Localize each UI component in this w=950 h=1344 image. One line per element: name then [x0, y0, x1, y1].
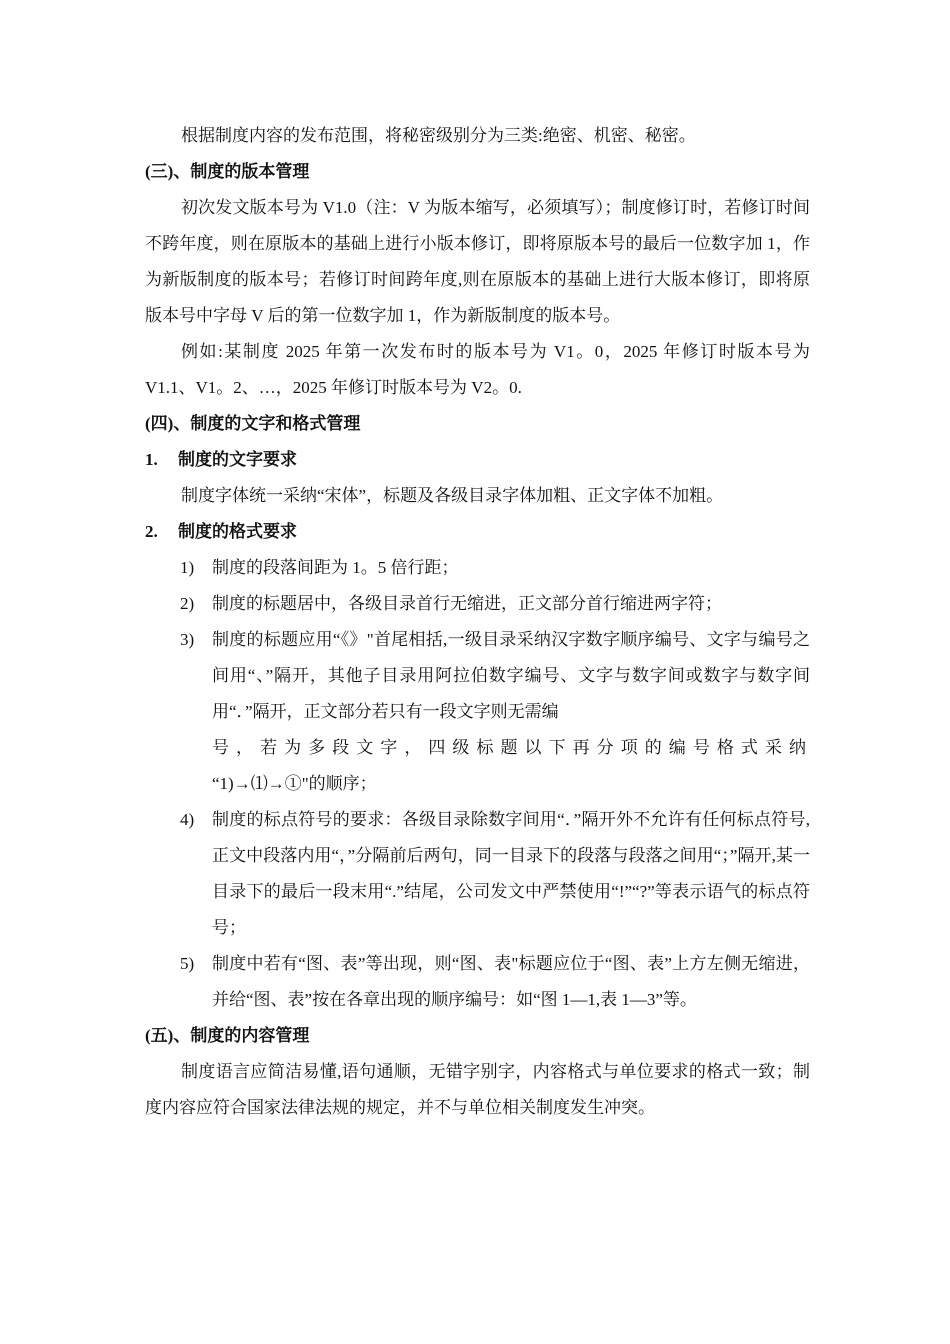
- font-requirement-paragraph: 制度字体统一采纳“宋体”，标题及各级目录字体加粗、正文字体不加粗。: [181, 486, 724, 505]
- list-item-number: 2): [180, 594, 195, 613]
- list-item-text-spread-line: 号，若为多段文字，四级标题以下再分项的编号格式采纳: [212, 738, 810, 757]
- list-item-text-last-line: “1)→⑴→①"的顺序；: [212, 774, 377, 793]
- subsection-title: 制度的格式要求: [178, 522, 297, 541]
- version-example-paragraph: 例如:某制度 2025 年第一次发布时的版本号为 V1。0，2025 年修订时版本号为 V1.1、V1。2、…，2025 年修订时版本号为 V2。0.: [145, 342, 810, 397]
- subsection-format-requirements: [145, 514, 810, 550]
- subsection-title: 制度的文字要求: [178, 450, 297, 469]
- list-item: [145, 802, 810, 946]
- list-item-text: 制度的标题应用“《》"首尾相括,一级目录采纳汉字数字顺序编号、文字与编号之间用“、”隔开，其他子目录用阿拉伯数字编号、文字与数字间或数字与数字间用“．”隔开，正文部分若只有一段文字则无需编: [212, 630, 810, 721]
- section-5-heading: (五)、制度的内容管理: [145, 1026, 310, 1045]
- list-item-text: 制度的标点符号的要求：各级目录除数字间用“．”隔开外不允许有任何标点符号,正文中段落内用“，”分隔前后两句，同一目录下的段落与段落之间用“；”隔开,某一目录下的最后一段末用“.”结尾，公司发文中严禁使用“!”“?”等表示语气的标点符号；: [212, 810, 810, 937]
- subsection-text-requirements: [145, 442, 810, 478]
- list-item: [145, 550, 810, 586]
- list-item-text: 制度的标题居中，各级目录首行无缩进，正文部分首行缩进两字符；: [212, 594, 722, 613]
- version-rules-paragraph: 初次发文版本号为 V1.0（注：V 为版本缩写，必须填写）；制度修订时，若修订时间不跨年度，则在原版本的基础上进行小版本修订，即将原版本号的最后一位数字加 1，作为新版制度的版本号；若修订时间跨年度,则在原版本的基础上进行大版本修订，即将原版本号中字母 V 后的第一位数字加 1，作为新版制度的版本号。: [145, 198, 810, 325]
- document-body: [145, 118, 810, 1126]
- list-item-number: 1): [180, 558, 195, 577]
- subsection-number: 1.: [145, 450, 158, 469]
- secret-level-paragraph: 根据制度内容的发布范围，将秘密级别分为三类:绝密、机密、秘密。: [181, 126, 696, 145]
- section-4-heading: (四)、制度的文字和格式管理: [145, 414, 361, 433]
- list-item-number: 3): [180, 630, 195, 649]
- subsection-number: 2.: [145, 522, 158, 541]
- list-item: [145, 946, 810, 1018]
- list-item: [145, 622, 810, 802]
- section-3-heading: (三)、制度的版本管理: [145, 162, 310, 181]
- list-item: [145, 586, 810, 622]
- list-item-text: 制度的段落间距为 1。5 倍行距；: [212, 558, 459, 577]
- list-item-number: 4): [180, 810, 195, 829]
- list-item-text: 制度中若有“图、表”等出现，则“图、表"标题应位于“图、表”上方左侧无缩进，并给“图、表”按在各章出现的顺序编号：如“图 1—1,表 1—3”等。: [212, 954, 810, 1009]
- content-management-paragraph: 制度语言应简洁易懂,语句通顺，无错字别字，内容格式与单位要求的格式一致；制度内容应符合国家法律法规的规定，并不与单位相关制度发生冲突。: [145, 1062, 810, 1117]
- list-item-number: 5): [180, 954, 195, 973]
